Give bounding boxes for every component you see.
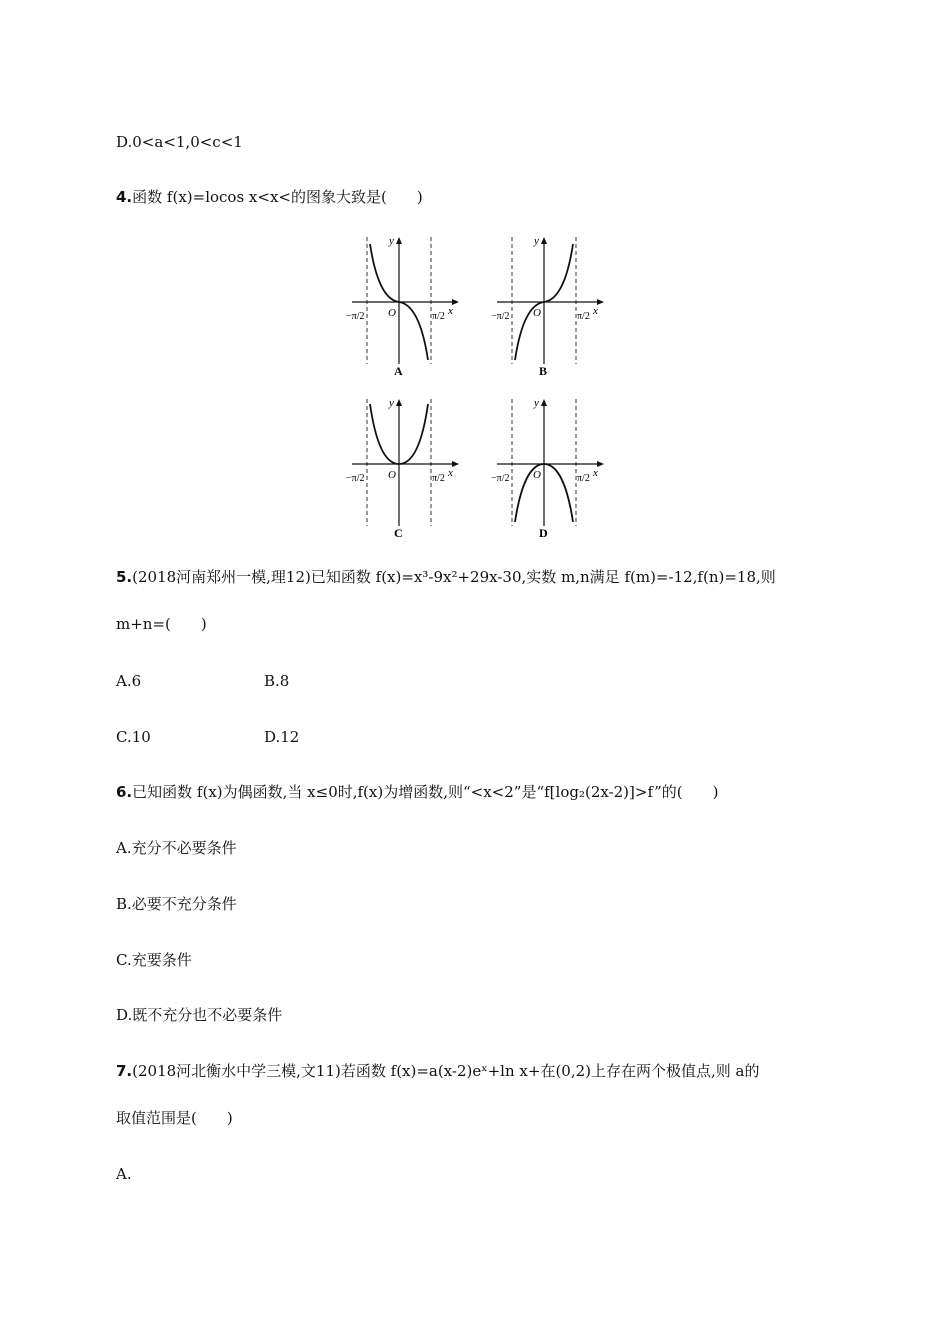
- graph-label: B: [539, 364, 548, 377]
- origin-label: O: [388, 469, 396, 481]
- pi-half-tick: π/2: [432, 473, 445, 484]
- y-axis-label: y: [534, 397, 539, 409]
- q6-option-a: A.充分不必要条件: [116, 839, 237, 857]
- question-text: 函数 f(x)=locos x<x<的图象大致是( ): [132, 188, 423, 206]
- graph-label: A: [394, 364, 403, 377]
- q5-option-a: A.6: [116, 672, 142, 690]
- graph-d: [487, 394, 612, 539]
- q7-option-a: A.: [116, 1165, 132, 1183]
- question-6: [116, 782, 718, 802]
- neg-pi-half-tick: −π/2: [491, 473, 510, 484]
- question-7-line2: 取值范围是( ): [116, 1109, 233, 1127]
- q5-option-b: B.8: [264, 672, 290, 690]
- q6-option-b: B.必要不充分条件: [116, 895, 237, 913]
- neg-pi-half-tick: −π/2: [346, 473, 365, 484]
- origin-label: O: [388, 307, 396, 319]
- q6-option-d: D.既不充分也不必要条件: [116, 1006, 283, 1024]
- y-axis-label: y: [389, 235, 394, 247]
- graph-label: D: [539, 526, 548, 539]
- x-axis-label: x: [448, 305, 453, 317]
- question-text: (2018河南郑州一模,理12)已知函数 f(x)=x³-9x²+29x-30,实数 m,n满足 f(m)=-12,f(n)=18,则: [132, 568, 776, 586]
- question-number: 4.: [116, 188, 133, 206]
- q5-option-c: C.10: [116, 728, 151, 746]
- pi-half-tick: π/2: [432, 311, 445, 322]
- question-5-line2: m+n=( ): [116, 615, 207, 633]
- question-text: (2018河北衡水中学三模,文11)若函数 f(x)=a(x-2)eˣ+ln x+在(0,2)上存在两个极值点,则 a的: [132, 1062, 760, 1080]
- question-4: [116, 187, 423, 207]
- graph-c: [342, 394, 467, 539]
- q6-option-c: C.充要条件: [116, 951, 192, 969]
- neg-pi-half-tick: −π/2: [346, 311, 365, 322]
- question-5: [116, 567, 776, 587]
- q3-option-d: D.0<a<1,0<c<1: [116, 133, 243, 151]
- question-number: 7.: [116, 1062, 133, 1080]
- question-7: [116, 1061, 759, 1081]
- pi-half-tick: π/2: [577, 473, 590, 484]
- x-axis-label: x: [593, 305, 598, 317]
- question-number: 6.: [116, 783, 133, 801]
- question-text: 已知函数 f(x)为偶函数,当 x≤0时,f(x)为增函数,则“<x<2”是“f[log₂(2x-2)]>f”的( ): [132, 783, 719, 801]
- question-number: 5.: [116, 568, 133, 586]
- neg-pi-half-tick: −π/2: [491, 311, 510, 322]
- graph-b: [487, 232, 612, 377]
- x-axis-label: x: [593, 467, 598, 479]
- graph-label: C: [394, 526, 403, 539]
- x-axis-label: x: [448, 467, 453, 479]
- origin-label: O: [533, 469, 541, 481]
- y-axis-label: y: [534, 235, 539, 247]
- origin-label: O: [533, 307, 541, 319]
- graph-a: [342, 232, 467, 377]
- q5-option-d: D.12: [264, 728, 300, 746]
- pi-half-tick: π/2: [577, 311, 590, 322]
- y-axis-label: y: [389, 397, 394, 409]
